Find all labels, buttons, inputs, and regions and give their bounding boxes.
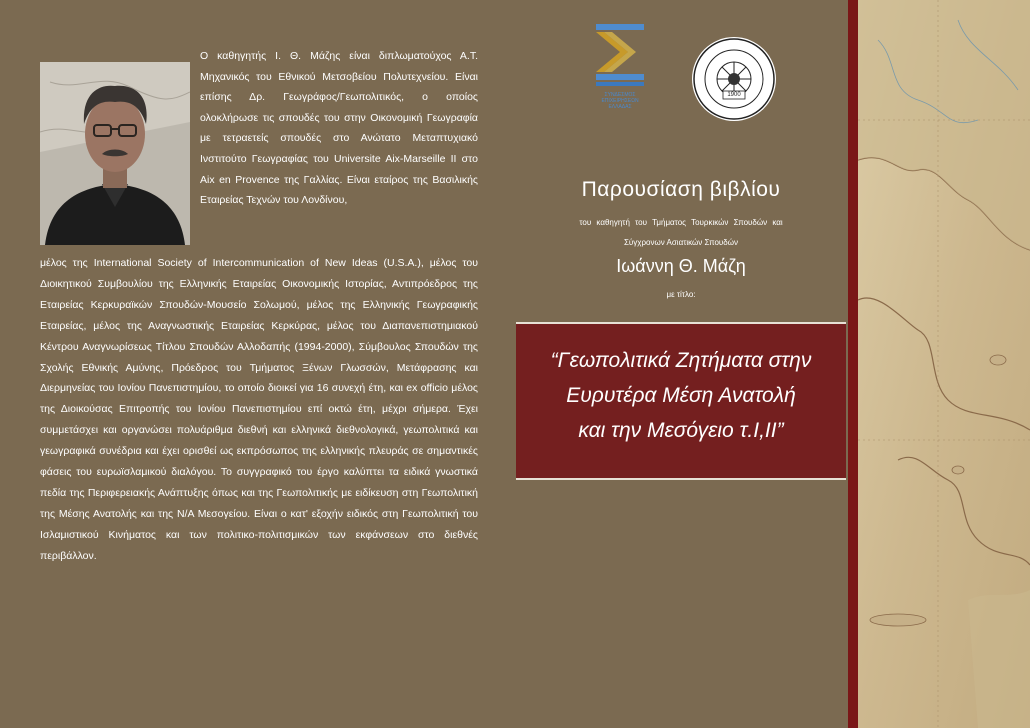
event-subtitle-line2: Σύγχρονων Ασιατικών Σπουδών [623, 238, 739, 247]
seal-year: 1900 [727, 92, 741, 98]
portrait-image [40, 62, 190, 245]
map-image [858, 0, 1030, 728]
seal-logo [690, 35, 778, 123]
red-strip [848, 0, 858, 728]
event-subtitle-line1: του καθηγητή του Τμήματος Τουρκικών Σπουδών και [579, 218, 783, 227]
antique-map [858, 0, 1030, 728]
author-name: Ιωάννη Θ. Μάζη [616, 256, 746, 276]
book-title [516, 343, 846, 448]
book-title-line1: “Γεωπολιτικά Ζητήματα στην [550, 349, 812, 372]
with-title-label: με τίτλο: [666, 290, 696, 299]
sigma-logo-text-1: ΣΥΝΔΕΣΜΟΣ [604, 92, 636, 98]
bio-text-top: Ο καθηγητής Ι. Θ. Μάζης είναι διπλωματούχος Α.Τ. Μηχανικός του Εθνικού Μετσοβείου Πολυτεχνείου. Είναι επίσης Δρ. Γεωγράφος/Γεωπολιτικός, ο οποίος ολοκλήρωσε τις σπουδές του στην Οικονομική Γεωγραφία με τετραετείς σπουδές στο Ανώτατο Μεταπτυχιακό Ινστιτούτο Γεωγραφίας του Universite Aix-Marseille II στο Aix en Provence της Γαλλίας. Είναι εταίρος της Βασιλικής Εταιρείας Τεχνών του Λονδίνου, [200, 50, 478, 207]
sigma-logo-text-3: ΕΛΛΑΔΑΣ [608, 104, 632, 110]
seal-icon [690, 35, 778, 123]
event-title: Παρουσίαση βιβλίου [581, 178, 781, 201]
bio-text-bottom: μέλος της International Society of Intercommunication of New Ideas (U.S.A.), μέλος του Διοικητικού Συμβουλίου της Ελληνικής Εταιρείας Οικονομικής Ιστορίας, Αντιπρόεδρος της Εταιρείας Κερκυραϊκών Σπουδών-Μουσείο Σολωμού, μέλος της Ελληνικής Γεωγραφικής Εταιρείας, μέλος της Αναγνωστικής Εταιρείας Κερκύρας, μέλος του Διαπανεπιστημιακού Κέντρου Αναγνωρίσεως Τίτλου Σπουδών Αλλοδαπής (1994-2000), Σύμβουλος Σπουδών της Σχολής Εθνικής Αμύνης, Πρόεδρος του Τμήματος Ξένων Γλωσσών, Μετάφρασης και Διερμηνείας του Ιονίου Πανεπιστημίου, το οποίο διοικεί για 16 συνεχή έτη, και ex officio μέλος της Διοικούσας Επιτροπής του Ιονίου Πανεπιστημίου επί οκτώ έτη, μέχρι σήμερα. Έχει συμμετάσχει και οργανώσει πολυάριθμα διεθνή και ελληνικά διεθνολογικά, γεωπολιτικά και γεωγραφικά συνέδρια και έχει ορισθεί ως εκπρόσωπος της ελληνικής πλευράς σε σημαντικές φάσεις του ευρωϊσλαμικού διαλόγου. Το συγγραφικό του έργο καλύπτει τα ειδικά γνωστικά πεδία της Περιφερειακής Ανάπτυξης όπως και της Γεωπολιτικής με ειδίκευση στη Γεωπολιτική της Μέσης Ανατολής και της Ν/Α Μεσογείου. Είναι ο κατ' εξοχήν ειδικός στη Γεωπολιτική του Ισλαμιστικού Κινήματος και των πολιτικο-πολιτισμικών των εκφάνσεων στο διεθνές περιβάλλον. [40, 257, 478, 562]
sigma-logo-text-2: ΕΠΙΧΕΙΡΗΣΕΩΝ [601, 98, 639, 104]
book-title-box-top-rule [516, 322, 846, 324]
book-title-line3: και την Μεσόγειο τ.Ι,ΙΙ” [578, 419, 784, 442]
sigma-logo [590, 22, 650, 120]
author-portrait [40, 62, 190, 245]
book-title-line2: Ευρυτέρα Μέση Ανατολή [566, 384, 796, 407]
book-title-box-bottom-rule [516, 478, 846, 480]
